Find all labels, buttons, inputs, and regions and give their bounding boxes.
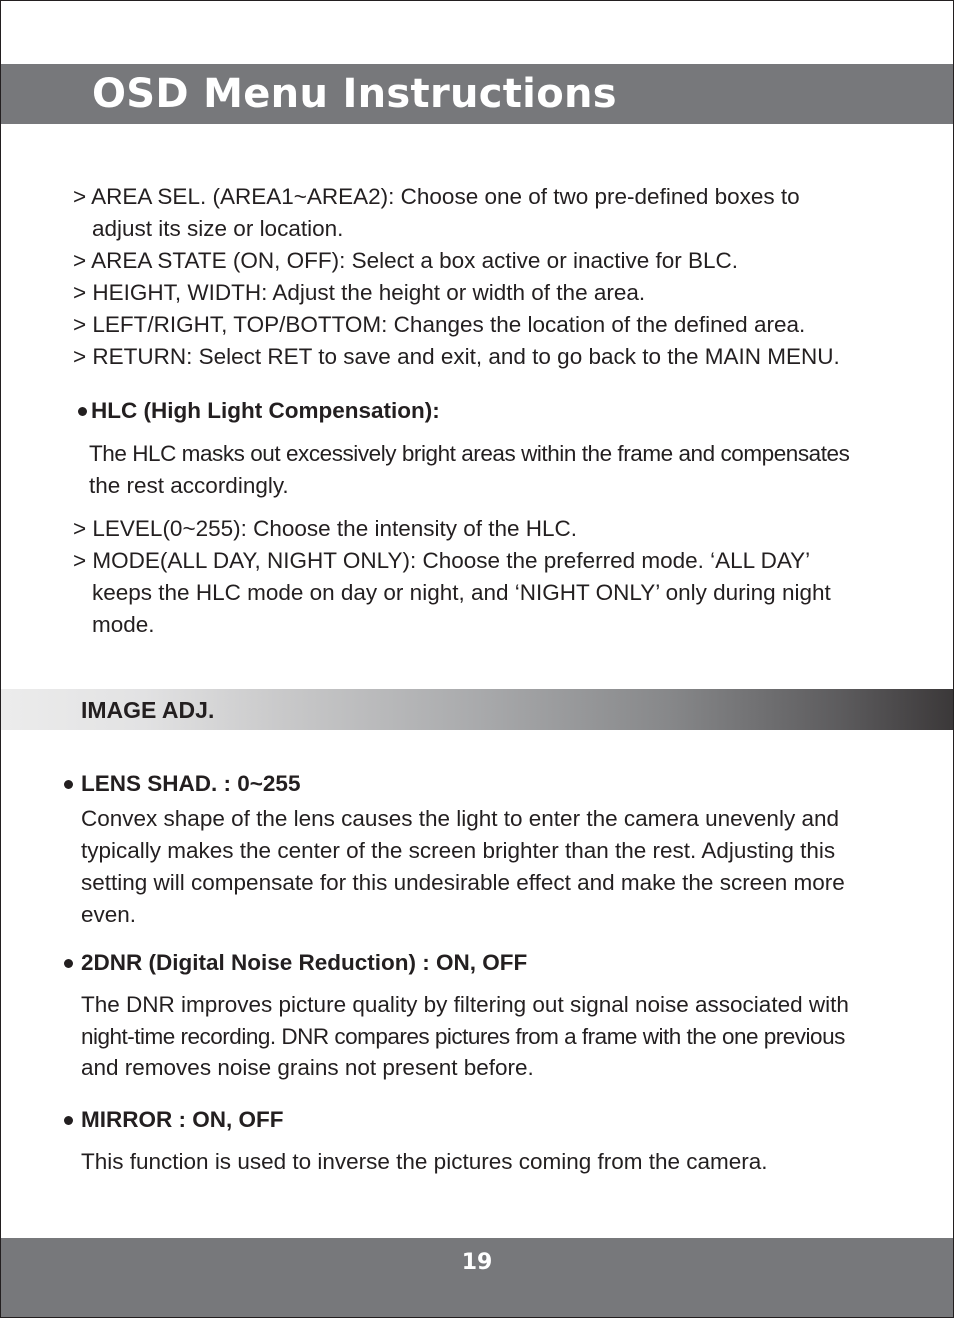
lens-shad-heading: LENS SHAD. : 0~255 <box>81 771 301 796</box>
option-area-sel-cont: adjust its size or location. <box>92 216 344 241</box>
bullet-icon <box>78 407 87 416</box>
hlc-option-mode-cont: keeps the HLC mode on day or night, and ‘NIGHT ONLY’ only during night <box>92 580 831 605</box>
hlc-description-line: The HLC masks out excessively bright areas within the frame and compensates <box>89 441 850 466</box>
dnr-description-line: night-time recording. DNR compares pictures from a frame with the one previous <box>81 1024 845 1049</box>
option-return: > RETURN: Select RET to save and exit, and to go back to the MAIN MENU. <box>73 344 840 369</box>
lens-shad-description-line: even. <box>81 902 137 927</box>
option-area-state: > AREA STATE (ON, OFF): Select a box active or inactive for BLC. <box>73 248 739 273</box>
bullet-icon <box>64 959 73 968</box>
hlc-option-mode-cont: mode. <box>92 612 155 637</box>
dnr-heading: 2DNR (Digital Noise Reduction) : ON, OFF <box>81 950 528 975</box>
option-height-width: > HEIGHT, WIDTH: Adjust the height or width of the area. <box>73 280 646 305</box>
hlc-option-mode: > MODE(ALL DAY, NIGHT ONLY): Choose the preferred mode. ‘ALL DAY’ <box>73 548 811 573</box>
mirror-heading: MIRROR : ON, OFF <box>81 1107 284 1132</box>
page-title: OSD Menu Instructions <box>92 71 617 117</box>
bullet-icon <box>64 1116 73 1125</box>
lens-shad-description-line: typically makes the center of the screen brighter than the rest. Adjusting this <box>81 838 836 863</box>
page-number: 19 <box>461 1250 493 1275</box>
mirror-description-line: This function is used to inverse the pictures coming from the camera. <box>81 1149 768 1174</box>
option-area-sel: > AREA SEL. (AREA1~AREA2): Choose one of two pre-defined boxes to <box>73 184 800 209</box>
dnr-description-line: The DNR improves picture quality by filtering out signal noise associated with <box>81 992 849 1017</box>
section-title: IMAGE ADJ. <box>81 697 215 723</box>
hlc-description-line: the rest accordingly. <box>89 473 289 498</box>
dnr-description-line: and removes noise grains not present before. <box>81 1055 534 1080</box>
hlc-option-level: > LEVEL(0~255): Choose the intensity of the HLC. <box>73 516 578 541</box>
option-left-right: > LEFT/RIGHT, TOP/BOTTOM: Changes the location of the defined area. <box>73 312 806 337</box>
hlc-heading: HLC (High Light Compensation): <box>91 398 440 423</box>
bullet-icon <box>64 780 73 789</box>
lens-shad-description-line: Convex shape of the lens causes the light to enter the camera unevenly and <box>81 806 839 831</box>
lens-shad-description-line: setting will compensate for this undesirable effect and make the screen more <box>81 870 845 895</box>
